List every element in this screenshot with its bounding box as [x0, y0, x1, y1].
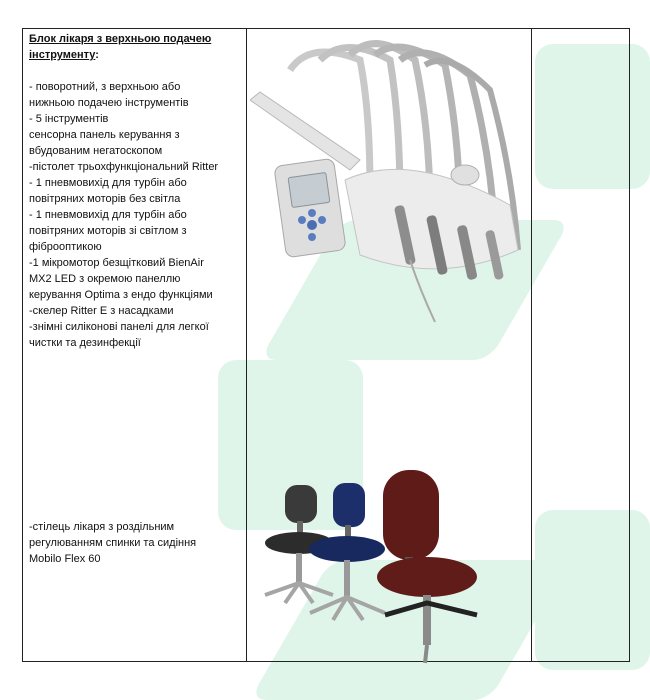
- spec-line: повітряних моторів зі світлом з: [29, 225, 187, 237]
- spec-line: - 1 пневмовихід для турбін або: [29, 209, 187, 221]
- spec-line: вбудованим негатоскопом: [29, 145, 163, 157]
- stool-line: регулюванням спинки та сидіння: [29, 537, 197, 549]
- spec-line: нижньою подачею інструментів: [29, 97, 189, 109]
- spec-line: керування Optima з ендо функціями: [29, 289, 213, 301]
- title-colon: :: [95, 49, 99, 61]
- stool-line: Mobilo Flex 60: [29, 553, 101, 565]
- doctor-stool-description: [29, 519, 243, 567]
- spec-line: - 5 інструментів: [29, 113, 109, 125]
- doctor-unit-image: [250, 30, 530, 330]
- column-divider-2: [531, 29, 532, 661]
- doctor-unit-title-line2: інструменту: [29, 49, 96, 61]
- spec-line: -пістолет трьохфункціональний Ritter: [29, 161, 219, 173]
- spec-line: фіброоптикою: [29, 241, 102, 253]
- spec-line: чистки та дезинфекції: [29, 337, 141, 349]
- spec-line: повітряних моторів без світла: [29, 193, 181, 205]
- spec-line: -1 мікромотор безщітковий BienAir: [29, 257, 204, 269]
- doctor-unit-description: [29, 31, 243, 351]
- spec-line: - 1 пневмовихід для турбін або: [29, 177, 187, 189]
- stool-line: -стілець лікаря з роздільним: [29, 521, 175, 533]
- spec-line: MX2 LED з окремою панеллю: [29, 273, 181, 285]
- doctor-stools-image: [255, 465, 495, 665]
- doctor-unit-title-line1: Блок лікаря з верхньою подачею: [29, 33, 212, 45]
- spec-line: -скелер Ritter E з насадками: [29, 305, 174, 317]
- spec-line: -знімні силіконові панелі для легкої: [29, 321, 209, 333]
- spec-line: сенсорна панель керування з: [29, 129, 180, 141]
- spec-line: - поворотний, з верхньою або: [29, 81, 181, 93]
- column-divider-1: [246, 29, 247, 661]
